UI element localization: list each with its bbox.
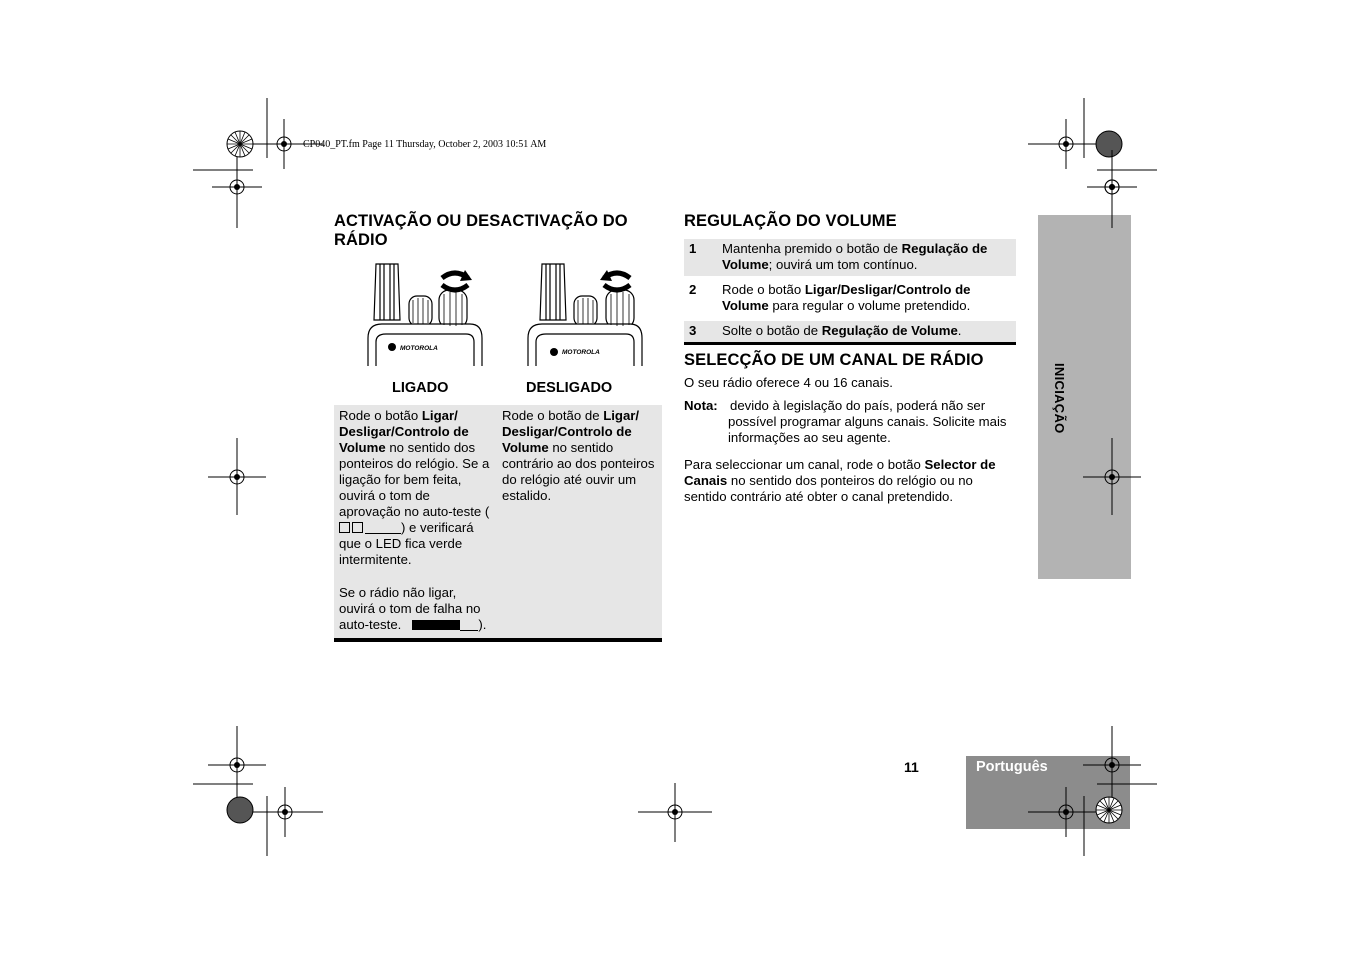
file-info-header: CP040_PT.fm Page 11 Thursday, October 2, 2003 10:51 AM bbox=[303, 139, 547, 150]
side-tab-label: INICIAÇÃO bbox=[1052, 363, 1067, 434]
power-instructions-box bbox=[334, 405, 662, 642]
page-number: 11 bbox=[904, 759, 919, 775]
channel-note: Nota: devido à legislação do país, poderá não ser possível programar alguns canais. Solicite mais informações ao seu agente. bbox=[684, 398, 1007, 445]
tone-square-icon bbox=[352, 522, 363, 533]
brand-logo-on: MOTOROLA bbox=[400, 345, 438, 352]
power-section-title: ACTIVAÇÃO OU DESACTIVAÇÃO DO RÁDIO bbox=[334, 212, 628, 249]
language-label: Português bbox=[976, 759, 1048, 775]
step-2: 2 Rode o botão Ligar/Desligar/Controlo de Volume para regular o volume pretendido. bbox=[689, 282, 971, 313]
caption-off: DESLIGADO bbox=[526, 380, 613, 396]
radio-off-illustration bbox=[520, 260, 645, 368]
note-label: Nota: bbox=[684, 398, 718, 413]
step-3: 3 Solte o botão de Regulação de Volume. bbox=[684, 321, 1016, 342]
fail-tone-bar-icon bbox=[412, 620, 460, 630]
radio-on-illustration bbox=[360, 260, 485, 368]
channel-intro: O seu rádio oferece 4 ou 16 canais. bbox=[684, 375, 893, 390]
section-side-tab bbox=[1038, 215, 1131, 579]
power-off-instructions: Rode o botão de Ligar/ Desligar/Controlo de Volume no sentido contrário ao dos ponteiros do relógio até ouvir um estalido. bbox=[502, 408, 655, 503]
volume-steps bbox=[684, 239, 1016, 345]
power-on-instructions: Rode o botão Ligar/ Desligar/Controlo de Volume no sentido dos ponteiros do relógio. Se a ligação for bem feita, ouvirá o tom de aprovação no auto-teste () e verificará que o LED fica verde intermitente. Se o rádio não ligar, ouvirá o tom de falha no auto-teste. ). bbox=[339, 408, 490, 632]
step-1: 1 Mantenha premido o botão de Regulação de Volume; ouvirá um tom contínuo. bbox=[684, 239, 1016, 276]
tone-square-icon bbox=[339, 522, 350, 533]
caption-on: LIGADO bbox=[392, 380, 449, 396]
channel-instructions: Para seleccionar um canal, rode o botão Selector de Canais no sentido dos ponteiros do relógio ou no sentido contrário até obter o canal pretendido. bbox=[684, 457, 996, 504]
language-tab bbox=[966, 756, 1130, 829]
channel-section-title: SELECÇÃO DE UM CANAL DE RÁDIO bbox=[684, 351, 984, 369]
brand-logo-off: MOTOROLA bbox=[562, 349, 600, 356]
volume-section-title: REGULAÇÃO DO VOLUME bbox=[684, 212, 897, 230]
